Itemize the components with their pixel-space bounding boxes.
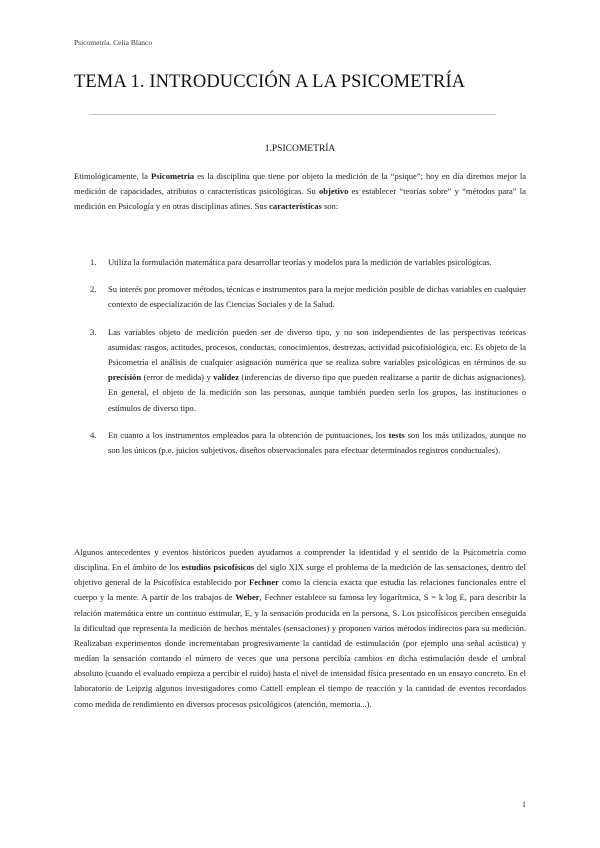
list-item (90, 428, 526, 458)
page-number: 1 (522, 800, 526, 809)
list-item-number: 3. (90, 326, 97, 337)
list-item (90, 325, 526, 416)
running-header: Psicometría. Celia Blanco (74, 38, 153, 47)
list-item-text: Utiliza la formulación matemática para desarrollar teorías y modelos para la medición de variables psicológicas. (108, 257, 492, 267)
list-item (90, 255, 526, 270)
history-paragraph: Algunos antecedentes y eventos históricos pueden ayudarnos a comprender la identidad y el sentido de la Psicometría como disciplina. En el ámbito de los estudios psicofísicos del siglo XIX surge el problema de la medición de las sensaciones, dentro del objetivo general de la Psicofísica establecido por Fechner como la ciencia exacta que estudia las relaciones funcionales entre el cuerpo y la mente. A partir de los trabajos de Weber, Fechner establece su famosa ley logarítmica, S = k log E, para describir la relación matemática entre un continuo estimular, E, y la sensación producida en la persona, S. Los psicofísicos perciben enseguida la dificultad que representa la medición de hechos mentales (sensaciones) y proponen varios métodos indirectos para su medición. Realizaban experimentos donde incrementaban progresivamente la cantidad de estimulación (por ejemplo una señal acústica) y medían la sensación contando el número de veces que una persona percibía cambios en dicha estimulación desde el umbral absoluto (cuando el evaluado empieza a percibir el ruido) hasta el nivel de intensidad física presentado en un ensayo concreto. En el laboratorio de Leipzig algunos investigadores como Cattell emplean el tiempo de reacción y la cantidad de eventos recordados como medida de rendimiento en diversos procesos psicológicos (atención, memoria...). (74, 547, 526, 709)
list-item-number: 1. (90, 257, 97, 267)
title-divider (90, 114, 496, 115)
list-item-text: Su interés por promover métodos, técnicas e instrumentos para la mejor medición posible de dichas variables en cualquier contexto de especialización de las Ciencias Sociales y de la Salud. (108, 284, 526, 310)
characteristics-list (90, 255, 526, 470)
section-heading: 1.PSICOMETRÍA (264, 144, 336, 154)
intro-paragraph: Etimológicamente, la Psicometría es la disciplina que tiene por objeto la medición de la “psique”; hoy en día diremos mejor la medición de capacidades, atributos o características psicológicas. Su objetivo es establecer “teorías sobre” y “métodos para” la medición en Psicología y en otras disciplinas afines. Sus características son: (74, 171, 526, 212)
list-item-number: 4. (90, 429, 97, 440)
list-item (90, 282, 526, 312)
list-item-number: 2. (90, 284, 97, 295)
list-item-text: En cuanto a los instrumentos empleados para la obtención de puntuaciones, los tests son los más utilizados, aunque no son los únicos (p.e. juicios subjetivos, diseños observacionales para efectuar determinados registros conductuales). (108, 429, 526, 456)
page-title: TEMA 1. INTRODUCCIÓN A LA PSICOMETRÍA (74, 72, 466, 92)
list-item-text: Las variables objeto de medición pueden ser de diverso tipo, y no son independientes de las perspectivas teóricas asumidas: rasgos, actitudes, procesos, conductas, conocimientos, destrezas, actividad psicofisiológica, etc. Es objeto de la Psicometría el análisis de cualquier asignación numérica que se realiza sobre variables psicológicas en términos de su precisión (error de medida) y validez (inferencias de diverso tipo que pueden realizarse a partir de dichas asignaciones). En general, el objeto de la medición son las personas, aunque también pueden serlo los grupos, las instituciones o estímulos de diverso tipo. (108, 326, 526, 413)
